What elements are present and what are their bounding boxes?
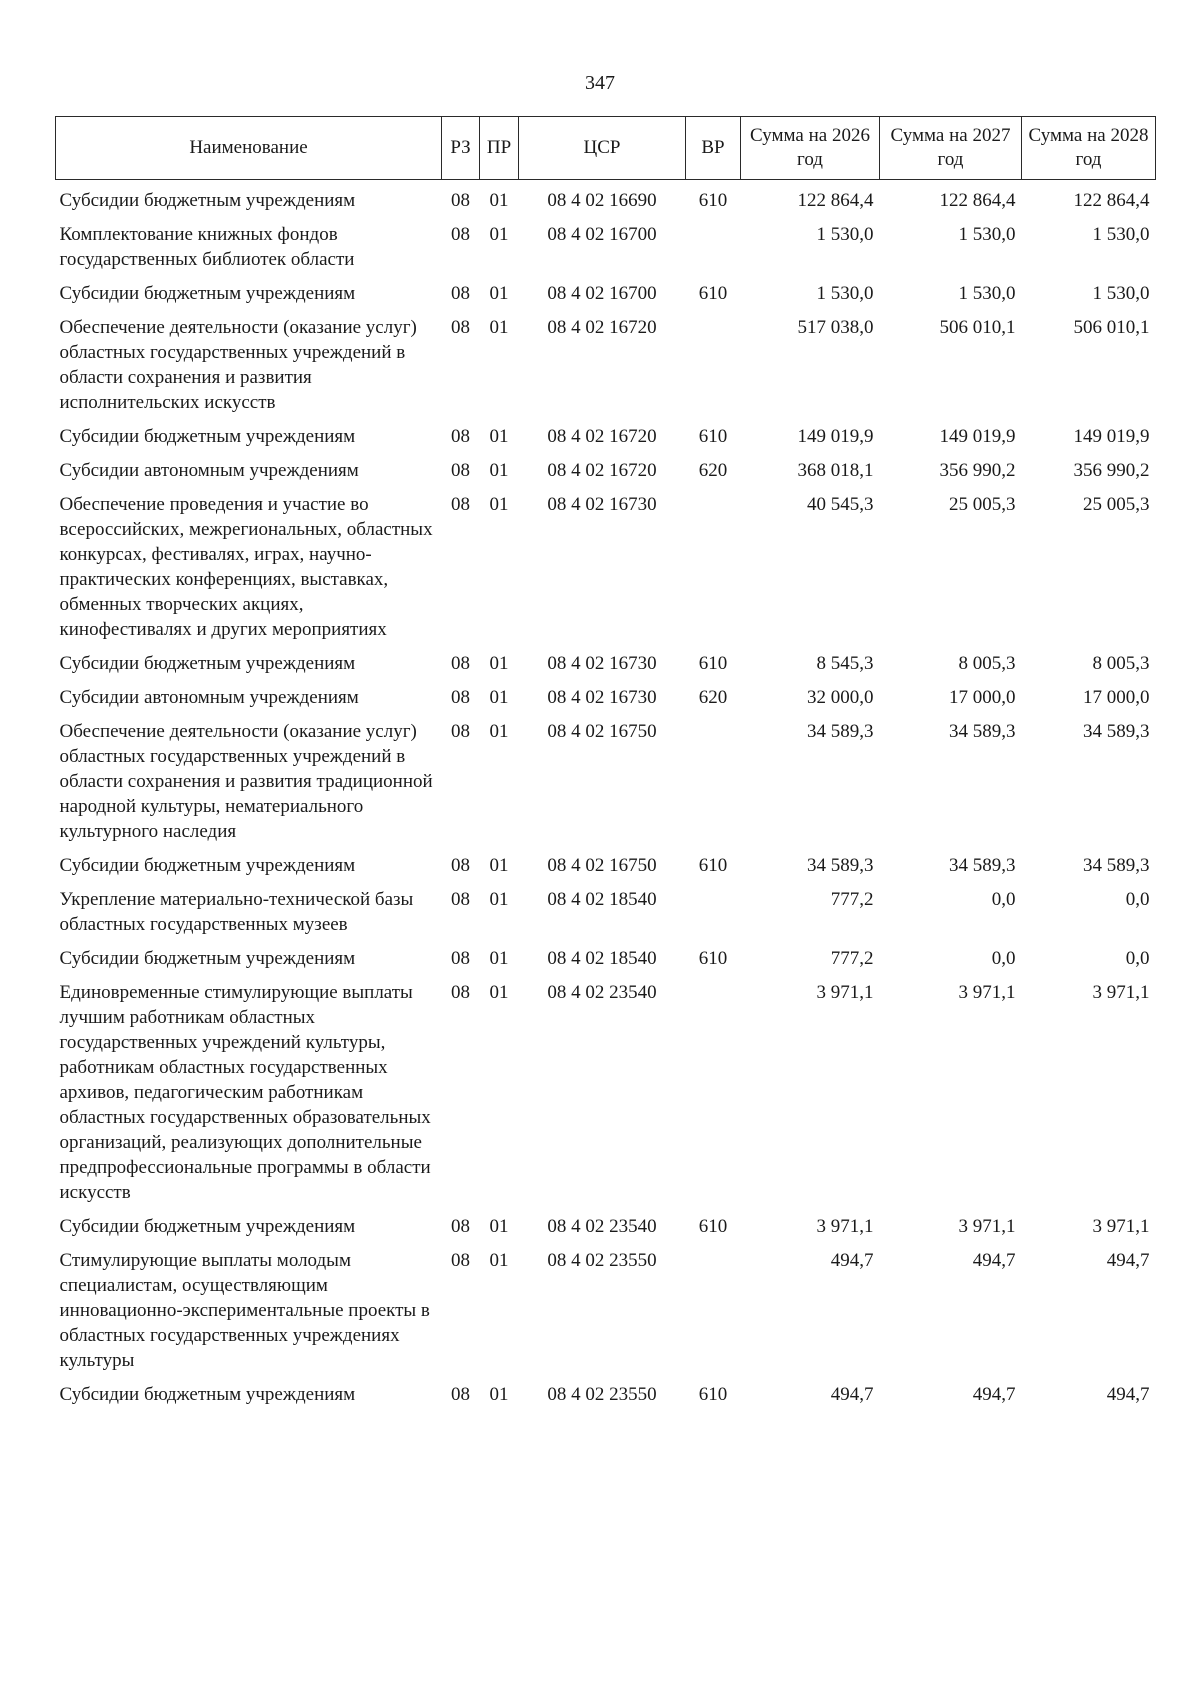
row-rz: 08 bbox=[451, 1250, 470, 1271]
row-pr: 01 bbox=[489, 687, 509, 708]
row-name: Стимулирующие выплаты молодым специалистам, осуществляющим инновационно-экспериментальные проекты в областных государственных учреждениях культуры bbox=[59, 1250, 430, 1371]
row-pr: 01 bbox=[489, 982, 509, 1003]
table-row bbox=[56, 452, 1156, 486]
table-row bbox=[56, 940, 1156, 974]
row-name: Обеспечение проведения и участие во всероссийских, межрегиональных, областных конкурсах, фестивалях, играх, научно-практических конференциях, выставках, обменных творческих акциях, кинофестивалях и других мероприятиях bbox=[59, 494, 433, 640]
row-pr: 01 bbox=[489, 190, 509, 211]
row-name: Субсидии бюджетным учреждениям bbox=[59, 426, 356, 447]
row-vr: 620 bbox=[698, 687, 728, 708]
row-csr: 08 4 02 16730 bbox=[547, 494, 657, 515]
row-csr: 08 4 02 23540 bbox=[547, 1216, 657, 1237]
row-vr bbox=[686, 216, 741, 275]
row-sum-2028: 1 530,0 bbox=[1092, 283, 1150, 304]
row-pr: 01 bbox=[489, 653, 509, 674]
row-sum-2026: 517 038,0 bbox=[797, 317, 874, 338]
row-sum-2026: 3 971,1 bbox=[816, 982, 874, 1003]
row-sum-2026: 494,7 bbox=[830, 1250, 874, 1271]
row-sum-2027: 3 971,1 bbox=[958, 1216, 1016, 1237]
row-sum-2026: 32 000,0 bbox=[807, 687, 874, 708]
row-vr: 610 bbox=[698, 283, 728, 304]
row-csr: 08 4 02 16690 bbox=[547, 190, 657, 211]
row-sum-2028: 494,7 bbox=[1106, 1250, 1150, 1271]
row-vr: 610 bbox=[698, 190, 728, 211]
row-rz: 08 bbox=[451, 283, 470, 304]
row-rz: 08 bbox=[451, 948, 470, 969]
table-row bbox=[56, 974, 1156, 1208]
row-csr: 08 4 02 16750 bbox=[547, 721, 657, 742]
row-sum-2026: 368 018,1 bbox=[797, 460, 874, 481]
row-vr bbox=[686, 486, 741, 645]
row-sum-2026: 34 589,3 bbox=[807, 855, 874, 876]
row-name: Субсидии бюджетным учреждениям bbox=[59, 653, 356, 674]
table-row bbox=[56, 216, 1156, 275]
row-sum-2027: 25 005,3 bbox=[949, 494, 1016, 515]
row-pr: 01 bbox=[489, 855, 509, 876]
row-sum-2028: 0,0 bbox=[1125, 948, 1150, 969]
table-row bbox=[56, 275, 1156, 309]
table-row bbox=[56, 1376, 1156, 1410]
header-sum-2026: Сумма на 2026 год bbox=[741, 117, 880, 180]
row-sum-2027: 356 990,2 bbox=[939, 460, 1016, 481]
header-sum-2028: Сумма на 2028 год bbox=[1022, 117, 1156, 180]
row-sum-2028: 34 589,3 bbox=[1083, 721, 1150, 742]
row-sum-2027: 0,0 bbox=[991, 889, 1016, 910]
row-sum-2027: 149 019,9 bbox=[939, 426, 1016, 447]
row-pr: 01 bbox=[489, 948, 509, 969]
header-rz: РЗ bbox=[442, 117, 480, 180]
row-sum-2027: 122 864,4 bbox=[939, 190, 1016, 211]
table-row bbox=[56, 180, 1156, 217]
header-name: Наименование bbox=[56, 117, 442, 180]
row-vr: 620 bbox=[698, 460, 728, 481]
row-csr: 08 4 02 16720 bbox=[547, 426, 657, 447]
row-csr: 08 4 02 16700 bbox=[547, 283, 657, 304]
table-row bbox=[56, 1208, 1156, 1242]
row-rz: 08 bbox=[451, 653, 470, 674]
header-pr: ПР bbox=[480, 117, 519, 180]
row-csr: 08 4 02 18540 bbox=[547, 948, 657, 969]
row-vr bbox=[686, 713, 741, 847]
row-pr: 01 bbox=[489, 426, 509, 447]
row-sum-2027: 494,7 bbox=[972, 1384, 1016, 1405]
row-sum-2027: 0,0 bbox=[991, 948, 1016, 969]
row-sum-2027: 17 000,0 bbox=[949, 687, 1016, 708]
row-sum-2027: 506 010,1 bbox=[939, 317, 1016, 338]
row-name: Субсидии бюджетным учреждениям bbox=[59, 948, 356, 969]
row-vr bbox=[686, 974, 741, 1208]
row-pr: 01 bbox=[489, 224, 509, 245]
table-row bbox=[56, 486, 1156, 645]
table-header bbox=[56, 117, 1156, 180]
row-sum-2027: 3 971,1 bbox=[958, 982, 1016, 1003]
row-csr: 08 4 02 23550 bbox=[547, 1250, 657, 1271]
row-sum-2028: 122 864,4 bbox=[1073, 190, 1150, 211]
row-sum-2026: 40 545,3 bbox=[807, 494, 874, 515]
row-name: Субсидии бюджетным учреждениям bbox=[59, 1384, 356, 1405]
row-rz: 08 bbox=[451, 889, 470, 910]
row-pr: 01 bbox=[489, 460, 509, 481]
row-name: Субсидии бюджетным учреждениям bbox=[59, 283, 356, 304]
table-body bbox=[56, 180, 1156, 1411]
row-sum-2028: 25 005,3 bbox=[1083, 494, 1150, 515]
row-rz: 08 bbox=[451, 687, 470, 708]
row-csr: 08 4 02 18540 bbox=[547, 889, 657, 910]
row-rz: 08 bbox=[451, 1384, 470, 1405]
row-name: Комплектование книжных фондов государственных библиотек области bbox=[59, 224, 355, 270]
row-sum-2026: 149 019,9 bbox=[797, 426, 874, 447]
table-row bbox=[56, 847, 1156, 881]
row-rz: 08 bbox=[451, 982, 470, 1003]
row-vr: 610 bbox=[698, 1384, 728, 1405]
row-sum-2026: 34 589,3 bbox=[807, 721, 874, 742]
row-csr: 08 4 02 16750 bbox=[547, 855, 657, 876]
row-csr: 08 4 02 16730 bbox=[547, 653, 657, 674]
row-vr bbox=[686, 1242, 741, 1376]
row-sum-2028: 1 530,0 bbox=[1092, 224, 1150, 245]
row-sum-2026: 777,2 bbox=[830, 948, 874, 969]
header-vr: ВР bbox=[686, 117, 741, 180]
row-sum-2026: 1 530,0 bbox=[816, 224, 874, 245]
row-vr bbox=[686, 881, 741, 940]
row-name: Субсидии бюджетным учреждениям bbox=[59, 190, 356, 211]
row-vr bbox=[686, 309, 741, 418]
table-row bbox=[56, 418, 1156, 452]
row-sum-2026: 8 545,3 bbox=[816, 653, 874, 674]
table-row bbox=[56, 679, 1156, 713]
row-pr: 01 bbox=[489, 1384, 509, 1405]
page-number: 347 bbox=[585, 72, 615, 94]
row-sum-2027: 1 530,0 bbox=[958, 283, 1016, 304]
row-sum-2028: 3 971,1 bbox=[1092, 982, 1150, 1003]
row-vr: 610 bbox=[698, 855, 728, 876]
row-csr: 08 4 02 16720 bbox=[547, 460, 657, 481]
row-rz: 08 bbox=[451, 317, 470, 338]
row-rz: 08 bbox=[451, 721, 470, 742]
row-rz: 08 bbox=[451, 190, 470, 211]
row-sum-2026: 1 530,0 bbox=[816, 283, 874, 304]
row-pr: 01 bbox=[489, 1216, 509, 1237]
row-pr: 01 bbox=[489, 1250, 509, 1271]
table-row bbox=[56, 881, 1156, 940]
row-sum-2027: 8 005,3 bbox=[958, 653, 1016, 674]
row-sum-2026: 777,2 bbox=[830, 889, 874, 910]
row-name: Укрепление материально-технической базы областных государственных музеев bbox=[59, 889, 414, 935]
row-sum-2028: 506 010,1 bbox=[1073, 317, 1150, 338]
row-vr: 610 bbox=[698, 948, 728, 969]
row-name: Обеспечение деятельности (оказание услуг) областных государственных учреждений в области сохранения и развития традиционной народной культуры, нематериального культурного наследия bbox=[59, 721, 433, 842]
row-sum-2028: 149 019,9 bbox=[1073, 426, 1150, 447]
row-sum-2026: 494,7 bbox=[830, 1384, 874, 1405]
row-sum-2028: 3 971,1 bbox=[1092, 1216, 1150, 1237]
row-rz: 08 bbox=[451, 460, 470, 481]
row-pr: 01 bbox=[489, 494, 509, 515]
row-csr: 08 4 02 23550 bbox=[547, 1384, 657, 1405]
row-sum-2027: 494,7 bbox=[972, 1250, 1016, 1271]
header-csr: ЦСР bbox=[519, 117, 686, 180]
row-pr: 01 bbox=[489, 283, 509, 304]
header-sum-2027: Сумма на 2027 год bbox=[880, 117, 1022, 180]
row-rz: 08 bbox=[451, 224, 470, 245]
row-pr: 01 bbox=[489, 317, 509, 338]
row-sum-2028: 34 589,3 bbox=[1083, 855, 1150, 876]
budget-table bbox=[55, 116, 1156, 1410]
row-name: Единовременные стимулирующие выплаты лучшим работникам областных государственных учреждений культуры, работникам областных государственных архивов, педагогическим работникам областных государственных образовательных организаций, реализующих дополнительные предпрофессиональные программы в области искусств bbox=[59, 982, 431, 1203]
row-sum-2026: 122 864,4 bbox=[797, 190, 874, 211]
row-sum-2028: 8 005,3 bbox=[1092, 653, 1150, 674]
row-vr: 610 bbox=[698, 653, 728, 674]
row-rz: 08 bbox=[451, 494, 470, 515]
row-sum-2028: 17 000,0 bbox=[1083, 687, 1150, 708]
row-csr: 08 4 02 16720 bbox=[547, 317, 657, 338]
row-pr: 01 bbox=[489, 721, 509, 742]
table-row bbox=[56, 309, 1156, 418]
table-row bbox=[56, 645, 1156, 679]
row-sum-2027: 1 530,0 bbox=[958, 224, 1016, 245]
row-sum-2028: 0,0 bbox=[1125, 889, 1150, 910]
row-csr: 08 4 02 16730 bbox=[547, 687, 657, 708]
row-sum-2027: 34 589,3 bbox=[949, 855, 1016, 876]
row-rz: 08 bbox=[451, 855, 470, 876]
row-vr: 610 bbox=[698, 426, 728, 447]
row-sum-2028: 494,7 bbox=[1106, 1384, 1150, 1405]
row-name: Субсидии автономным учреждениям bbox=[59, 687, 359, 708]
row-rz: 08 bbox=[451, 1216, 470, 1237]
row-name: Субсидии бюджетным учреждениям bbox=[59, 855, 356, 876]
row-sum-2026: 3 971,1 bbox=[816, 1216, 874, 1237]
table-row bbox=[56, 713, 1156, 847]
row-name: Субсидии автономным учреждениям bbox=[59, 460, 359, 481]
row-sum-2027: 34 589,3 bbox=[949, 721, 1016, 742]
row-csr: 08 4 02 16700 bbox=[547, 224, 657, 245]
row-rz: 08 bbox=[451, 426, 470, 447]
row-name: Субсидии бюджетным учреждениям bbox=[59, 1216, 356, 1237]
row-sum-2028: 356 990,2 bbox=[1073, 460, 1150, 481]
row-pr: 01 bbox=[489, 889, 509, 910]
row-name: Обеспечение деятельности (оказание услуг) областных государственных учреждений в области сохранения и развития исполнительских искусств bbox=[59, 317, 417, 413]
row-csr: 08 4 02 23540 bbox=[547, 982, 657, 1003]
table-row bbox=[56, 1242, 1156, 1376]
row-vr: 610 bbox=[698, 1216, 728, 1237]
